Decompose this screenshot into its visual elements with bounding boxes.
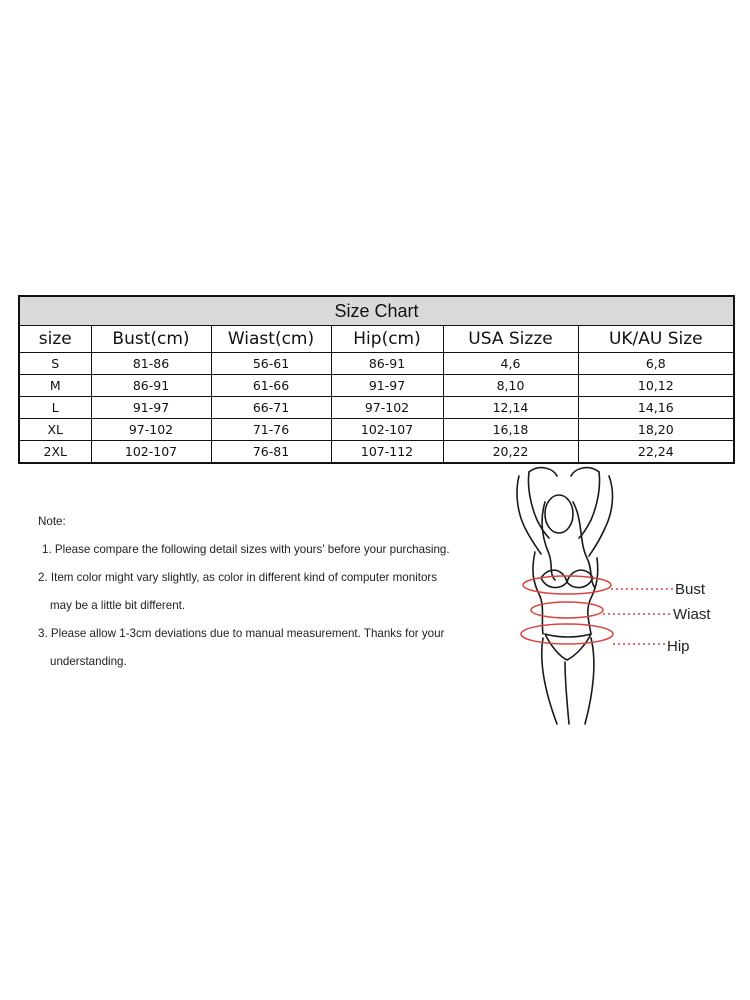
notes-heading: Note:	[38, 515, 66, 528]
table-cell: 86-91	[91, 375, 211, 397]
size-chart-table	[18, 295, 735, 464]
hip-line	[521, 624, 613, 644]
table-cell: XL	[19, 419, 91, 441]
table-cell: 22,24	[578, 441, 734, 464]
column-header: Bust(cm)	[91, 326, 211, 353]
table-cell: 20,22	[443, 441, 578, 464]
table-cell: 102-107	[91, 441, 211, 464]
table-cell: S	[19, 353, 91, 375]
column-header: UK/AU Size	[578, 326, 734, 353]
note-item: may be a little bit different.	[50, 599, 186, 612]
note-item: understanding.	[50, 655, 127, 668]
table-cell: M	[19, 375, 91, 397]
table-row	[19, 419, 734, 441]
bust-label: Bust	[675, 581, 706, 598]
table-cell: 91-97	[331, 375, 443, 397]
table-cell: 56-61	[211, 353, 331, 375]
notes-section	[38, 508, 508, 676]
table-row	[19, 353, 734, 375]
note-item: 1. Please compare the following detail sizes with yours' before your purchasing.	[42, 543, 450, 556]
table-cell: 86-91	[331, 353, 443, 375]
table-cell: L	[19, 397, 91, 419]
table-cell: 76-81	[211, 441, 331, 464]
table-cell: 97-102	[91, 419, 211, 441]
measurement-lines	[521, 576, 673, 644]
body-measurement-figure	[505, 462, 735, 727]
hip-label: Hip	[667, 638, 690, 655]
table-cell: 2XL	[19, 441, 91, 464]
waist-label: Wiast	[673, 606, 711, 623]
note-item: 3. Please allow 1-3cm deviations due to manual measurement. Thanks for your	[38, 627, 445, 640]
note-item: 2. Item color might vary slightly, as color in different kind of computer monitors	[38, 571, 438, 584]
table-row	[19, 397, 734, 419]
table-row	[19, 441, 734, 464]
column-header: size	[19, 326, 91, 353]
table-cell: 10,12	[578, 375, 734, 397]
table-cell: 97-102	[331, 397, 443, 419]
body-outline-illustration	[505, 462, 735, 727]
table-cell: 102-107	[331, 419, 443, 441]
table-cell: 61-66	[211, 375, 331, 397]
column-header: USA Sizze	[443, 326, 578, 353]
table-cell: 71-76	[211, 419, 331, 441]
table-cell: 16,18	[443, 419, 578, 441]
table-cell: 66-71	[211, 397, 331, 419]
table-cell: 4,6	[443, 353, 578, 375]
table-cell: 91-97	[91, 397, 211, 419]
table-cell: 6,8	[578, 353, 734, 375]
table-cell: 8,10	[443, 375, 578, 397]
table-row	[19, 375, 734, 397]
table-cell: 81-86	[91, 353, 211, 375]
table-cell: 18,20	[578, 419, 734, 441]
table-cell: 14,16	[578, 397, 734, 419]
table-cell: 107-112	[331, 441, 443, 464]
column-header: Hip(cm)	[331, 326, 443, 353]
body-outline	[517, 468, 612, 724]
column-header: Wiast(cm)	[211, 326, 331, 353]
table-cell: 12,14	[443, 397, 578, 419]
header-row	[19, 326, 734, 353]
table-title: Size Chart	[19, 296, 734, 326]
